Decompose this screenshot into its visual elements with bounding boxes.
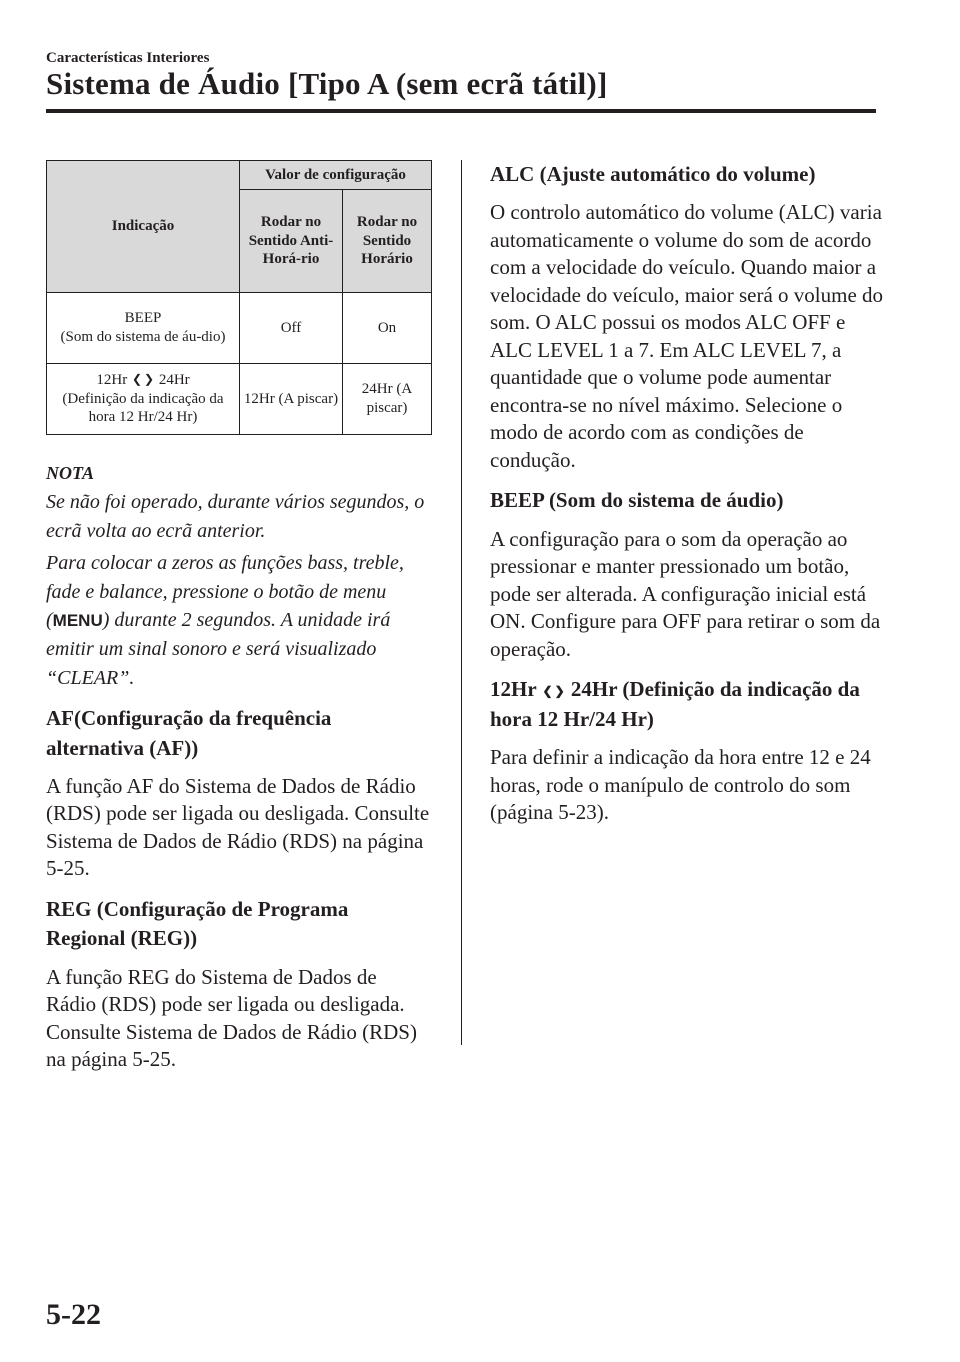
header-horario: Rodar no Sentido Horário <box>343 190 432 293</box>
cell-horario: On <box>343 293 432 364</box>
hr-heading-part: 24Hr (Definição da indicação da hora 12 Hr/24 Hr) <box>490 677 860 731</box>
beep-text: A configuração para o som da operação ao pressionar e manter pressionado um botão, pode ser alterada. A configuração inicial está ON. Configure para OFF para retirar o som da operação. <box>490 526 881 661</box>
cell-horario: 24Hr (A piscar) <box>343 364 432 435</box>
cell-text: 12Hr <box>96 371 128 388</box>
cell-line: (Som do sistema de áu-dio) <box>60 329 226 345</box>
reg-text: A função REG do Sistema de Dados de Rádio (RDS) pode ser ligada ou desligada. Consulte Sistema de Dados de Rádio (RDS) na página 5-25. <box>46 964 417 1072</box>
note-text: Se não foi operado, durante vários segundos, o ecrã volta ao ecrã anterior. <box>46 491 425 542</box>
af-text: A função AF do Sistema de Dados de Rádio (RDS) pode ser ligada ou desligada. Consulte Sistema de Dados de Rádio (RDS) na página 5-25. <box>46 773 430 881</box>
section-label: Características Interiores <box>46 50 210 66</box>
hr-heading <box>490 675 885 734</box>
table-row <box>47 293 432 364</box>
cell-indicacao <box>47 364 240 435</box>
hr-heading-part: 12Hr <box>490 677 537 702</box>
cell-line: (Definição da indicação da hora 12 Hr/24 Hr) <box>62 390 224 426</box>
cell-line: BEEP <box>124 310 162 327</box>
cell-anti: Off <box>240 293 343 364</box>
note-text <box>46 549 432 692</box>
header-indicacao: Indicação <box>47 161 240 293</box>
header-anti-horario: Rodar no Sentido Anti-Horá-rio <box>240 190 343 293</box>
cell-indicacao <box>47 293 240 364</box>
cell-anti: 12Hr (A piscar) <box>240 364 343 435</box>
reg-heading: REG (Configuração de Programa Regional (REG)) <box>46 896 349 951</box>
chevron-right-icon: ❯ <box>144 371 155 386</box>
note-label: NOTA <box>46 463 95 483</box>
left-column <box>46 160 432 1074</box>
page-title: Sistema de Áudio [Tipo A (sem ecrã tátil)] <box>46 66 608 101</box>
cell-line <box>50 371 236 390</box>
table-row <box>47 364 432 435</box>
chevron-right-icon: ❯ <box>554 684 565 699</box>
chevron-left-icon: ❮ <box>542 684 553 699</box>
menu-button-icon: MENU <box>52 611 103 631</box>
column-divider <box>461 160 462 1045</box>
page-number: 5-22 <box>46 1298 101 1331</box>
right-column <box>490 160 885 827</box>
settings-table <box>46 160 432 435</box>
cell-text: 24Hr <box>158 371 190 388</box>
note-text-part: ) durante 2 segundos. A unidade irá emitir um sinal sonoro e será visualizado “CLEAR”. <box>46 609 391 689</box>
chevron-left-icon: ❮ <box>131 371 142 386</box>
af-heading: AF(Configuração da frequência alternativa (AF)) <box>46 706 332 760</box>
header-rule <box>46 109 876 113</box>
note-text-part: Para colocar a zeros as funções bass, treble, fade e balance, pressione o botão de menu ( <box>46 552 404 632</box>
header-valor: Valor de configuração <box>240 161 432 190</box>
hr-text: Para definir a indicação da hora entre 12 e 24 horas, rode o manípulo de controlo do som (página 5-23). <box>490 745 871 825</box>
beep-heading: BEEP (Som do sistema de áudio) <box>490 488 784 513</box>
alc-heading: ALC (Ajuste automático do volume) <box>490 162 816 186</box>
alc-text: O controlo automático do volume (ALC) varia automaticamente o volume do som de acordo com a velocidade do veículo. Quando maior a velocidade do veículo, maior será o volume do som. O ALC possui os modos ALC OFF e ALC LEVEL 1 a 7. Em ALC LEVEL 7, a quantidade que o volume pode aumentar encontra-se no nível máximo. Selecione o modo de acordo com as condições de condução. <box>490 200 884 472</box>
